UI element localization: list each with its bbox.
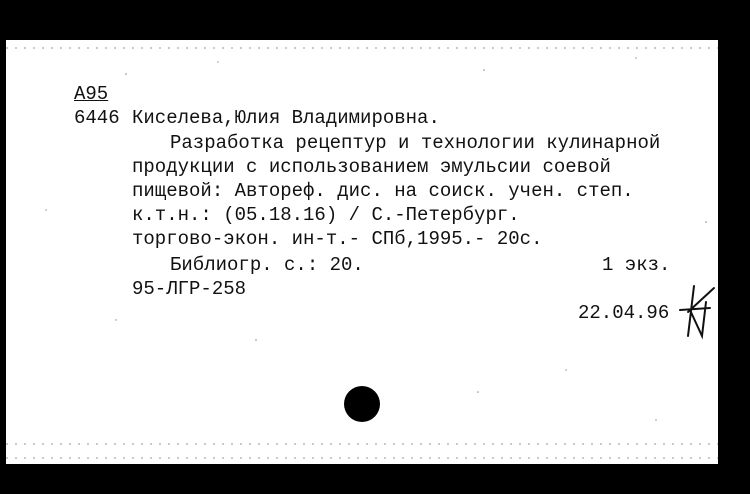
description-line: продукции с использованием эмульсии соевой	[132, 156, 611, 178]
author-heading: Киселева,Юлия Владимировна.	[132, 107, 440, 129]
card-date: 22.04.96	[578, 302, 670, 324]
accession-number: 6446	[74, 107, 120, 129]
bibliography-note: Библиогр. с.: 20.	[170, 254, 364, 276]
copies-count: 1 экз.	[602, 254, 671, 276]
call-number: А95	[74, 83, 109, 105]
description-line: Разработка рецептур и технологии кулинарной	[170, 132, 661, 154]
description-line: пищевой: Автореф. дис. на соиск. учен. степ.	[132, 180, 634, 202]
registry-number: 95-ЛГР-258	[132, 278, 247, 300]
description-line: торгово-экон. ин-т.- СПб,1995.- 20с.	[132, 228, 543, 250]
catalog-card	[6, 40, 718, 464]
handwritten-signature	[674, 282, 718, 340]
description-line: к.т.н.: (05.18.16) / С.-Петербург.	[132, 204, 520, 226]
punch-hole	[344, 386, 380, 422]
